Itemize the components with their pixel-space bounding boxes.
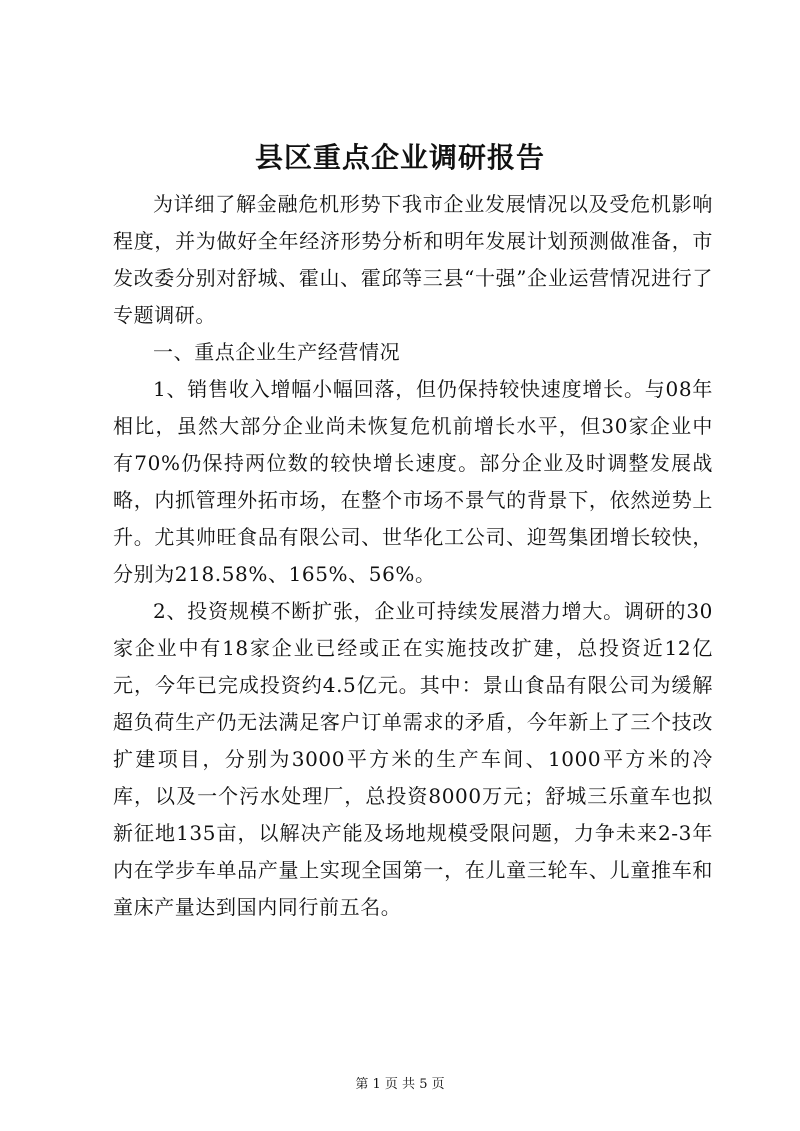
page-footer: 第 1 页 共 5 页 [355, 1077, 445, 1092]
intro-paragraph: 为详细了解金融危机形势下我市企业发展情况以及受危机影响程度，并为做好全年经济形势分析和明年发展计划预测做准备，市发改委分别对舒城、霍山、霍邱等三县“十强”企业运营情况进行了专题调研。 [113, 192, 713, 327]
section-heading: 一、重点企业生产经营情况 [153, 340, 401, 364]
sales-paragraph: 1、销售收入增幅小幅回落，但仍保持较快速度增长。与08年相比，虽然大部分企业尚未恢复危机前增长水平，但30家企业中有70%仍保持两位数的较快增长速度。部分企业及时调整发展战略，内抓管理外拓市场，在整个市场不景气的背景下，依然逆势上升。尤其帅旺食品有限公司、世华化工公司、迎驾集团增长较快，分别为218.58%、165%、56%。 [113, 377, 713, 586]
document-body [113, 186, 713, 926]
investment-paragraph: 2、投资规模不断扩张，企业可持续发展潜力增大。调研的30家企业中有18家企业已经或正在实施技改扩建，总投资近12亿元，今年已完成投资约4.5亿元。其中：景山食品有限公司为缓解超负荷生产仍无法满足客户订单需求的矛盾，今年新上了三个技改扩建项目，分别为3000平方米的生产车间、1000平方米的冷库，以及一个污水处理厂，总投资8000万元；舒城三乐童车也拟新征地135亩，以解决产能及场地规模受限问题，力争未来2-3年内在学步车单品产量上实现全国第一，在儿童三轮车、儿童推车和童床产量达到国内同行前五名。 [113, 599, 713, 919]
document-title: 县区重点企业调研报告 [254, 141, 545, 174]
